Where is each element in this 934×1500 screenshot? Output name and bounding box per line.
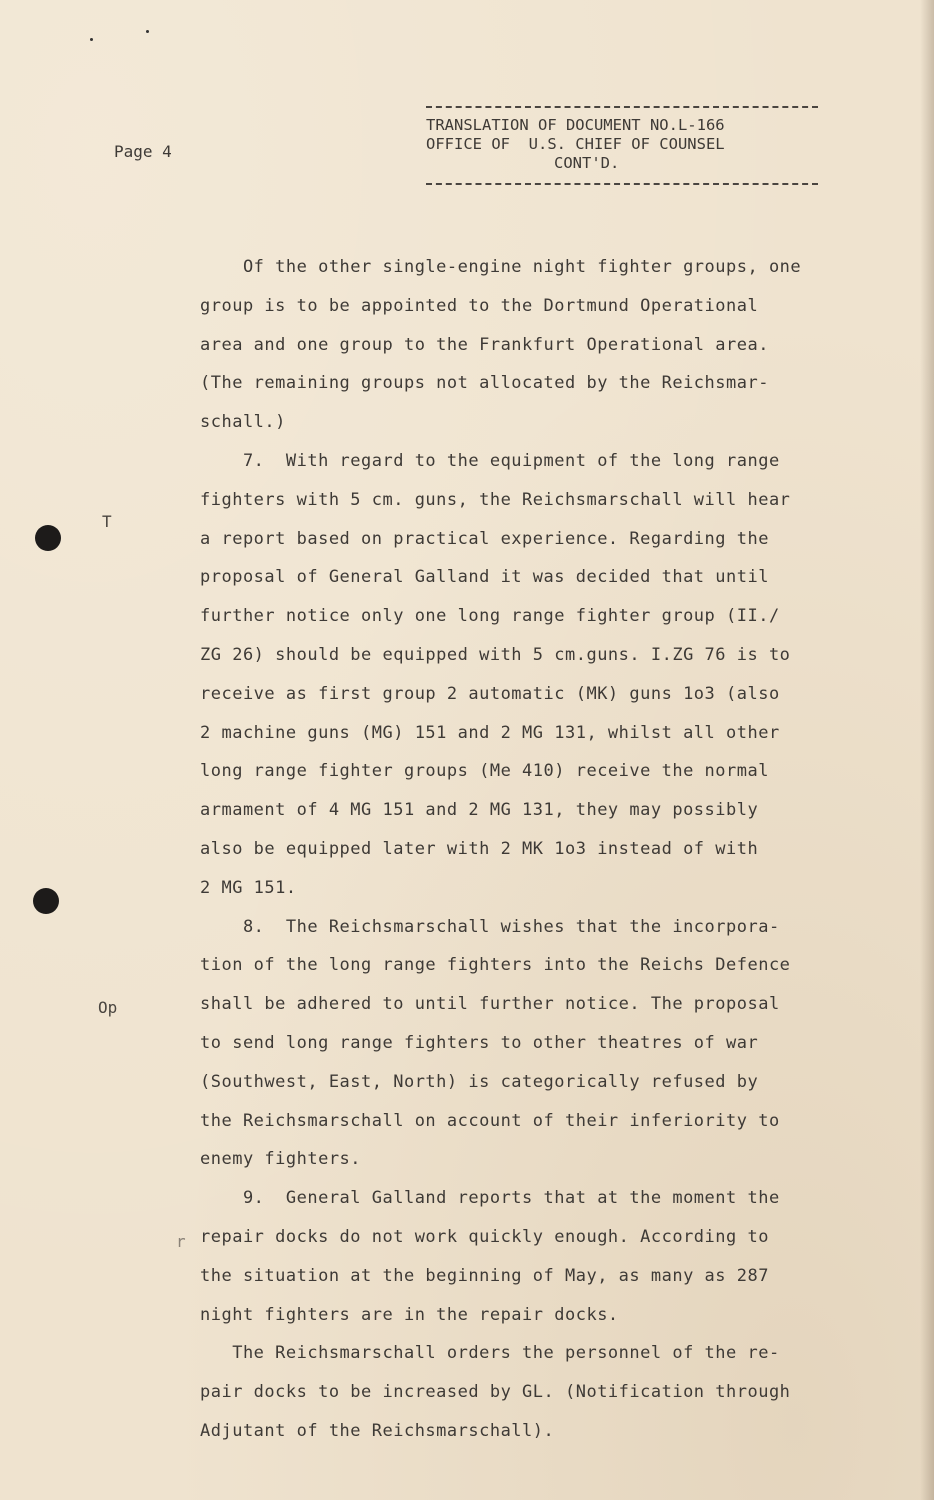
body-line: Of the other single-engine night fighter groups, one (200, 257, 802, 277)
body-line: 2 MG 151. (200, 877, 297, 898)
body-line: shall be adhered to until further notice. The proposal (200, 994, 780, 1015)
body-line: (The remaining groups not allocated by the Reichsmar- (200, 373, 769, 394)
body-line: a report based on practical experience. Regarding the (200, 528, 769, 549)
body-line: the situation at the beginning of May, as many as 287 (200, 1265, 769, 1286)
body-line: area and one group to the Frankfurt Operational area. (200, 334, 769, 355)
document-header (426, 106, 818, 185)
punch-hole-upper (35, 525, 61, 551)
body-line: proposal of General Galland it was decided that until (200, 567, 769, 588)
punch-hole-lower (33, 888, 59, 914)
body-line: to send long range fighters to other theatres of war (200, 1032, 759, 1053)
margin-note-r: r (176, 1232, 186, 1251)
ink-speck (146, 30, 149, 33)
body-line: fighters with 5 cm. guns, the Reichsmarschall will hear (200, 489, 791, 510)
body-line: armament of 4 MG 151 and 2 MG 131, they may possibly (200, 800, 759, 821)
body-line: group is to be appointed to the Dortmund Operational (200, 295, 759, 316)
body-line: ZG 26) should be equipped with 5 cm.guns. I.ZG 76 is to (200, 644, 791, 665)
document-body (200, 248, 850, 1451)
body-line: schall.) (200, 412, 286, 433)
body-line: pair docks to be increased by GL. (Notification through (200, 1382, 791, 1403)
header-office: OFFICE OF U.S. CHIEF OF COUNSEL (426, 135, 725, 153)
margin-note-t: T (102, 512, 112, 531)
body-line: further notice only one long range fighter group (II./ (200, 606, 780, 627)
body-line: long range fighter groups (Me 410) receive the normal (200, 761, 769, 782)
body-line: enemy fighters. (200, 1149, 362, 1170)
body-line: (Southwest, East, North) is categorically refused by (200, 1071, 759, 1092)
body-line: Adjutant of the Reichsmarschall). (200, 1420, 555, 1441)
header-rule-top (426, 106, 818, 108)
page-edge-shadow (920, 0, 934, 1500)
body-line: night fighters are in the repair docks. (200, 1304, 619, 1325)
header-title: TRANSLATION OF DOCUMENT NO.L-166 (426, 116, 725, 134)
body-line: the Reichsmarschall on account of their inferiority to (200, 1110, 780, 1131)
margin-note-op: Op (98, 998, 118, 1017)
header-rule-bottom (426, 183, 818, 185)
body-line: 9. General Galland reports that at the moment the (200, 1188, 780, 1209)
body-line: receive as first group 2 automatic (MK) guns 1o3 (also (200, 683, 780, 704)
body-line: The Reichsmarschall orders the personnel of the re- (200, 1343, 780, 1364)
body-line: 2 machine guns (MG) 151 and 2 MG 131, whilst all other (200, 722, 780, 743)
body-line: 8. The Reichsmarschall wishes that the incorpora- (200, 916, 780, 937)
body-line: also be equipped later with 2 MK 1o3 instead of with (200, 838, 759, 859)
page-number: Page 4 (114, 142, 172, 161)
ink-speck (90, 38, 93, 41)
body-line: repair docks do not work quickly enough. According to (200, 1226, 769, 1247)
header-contd: CONT'D. (554, 154, 620, 172)
body-line: 7. With regard to the equipment of the long range (200, 450, 780, 471)
body-line: tion of the long range fighters into the Reichs Defence (200, 955, 791, 976)
